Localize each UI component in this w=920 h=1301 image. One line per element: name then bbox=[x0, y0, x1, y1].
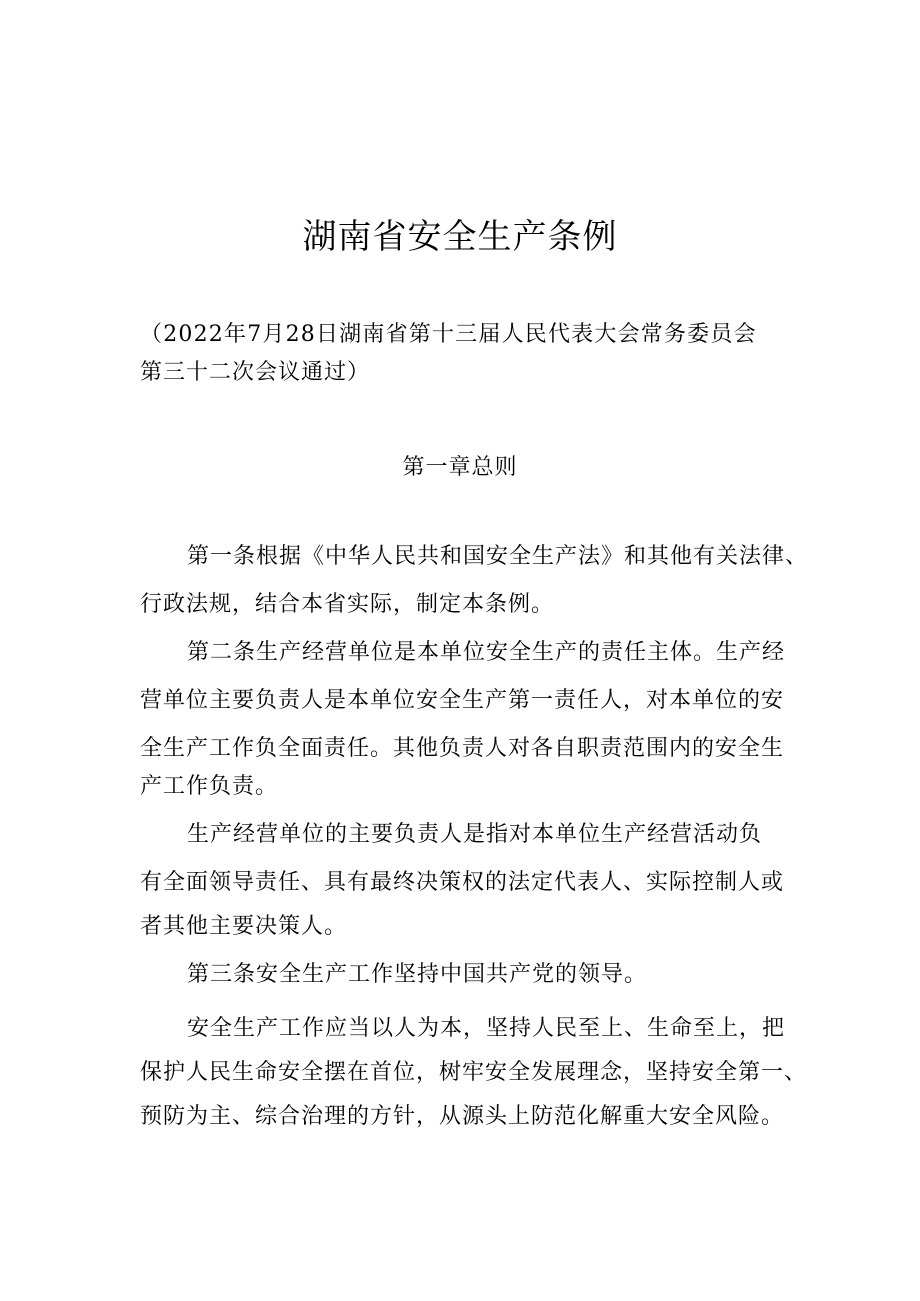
article-2-para-2-line-3: 者其他主要决策人。 bbox=[140, 914, 348, 939]
article-2-para-2-line-2: 有全面领导责任、具有最终决策权的法定代表人、实际控制人或 bbox=[140, 870, 785, 895]
article-1-line-1: 第一条根据《中华人民共和国安全生产法》和其他有关法律、 bbox=[187, 544, 809, 569]
article-2-line-3: 全生产工作负全面责任。其他负责人对各自职责范围内的安全生 bbox=[140, 736, 785, 761]
article-2-line-1: 第二条生产经营单位是本单位安全生产的责任主体。生产经 bbox=[187, 640, 786, 665]
chapter-heading: 第一章总则 bbox=[402, 455, 518, 480]
article-1-line-2: 行政法规，结合本省实际，制定本条例。 bbox=[140, 592, 555, 617]
article-2-para-2-line-1: 生产经营单位的主要负责人是指对本单位生产经营活动负 bbox=[187, 822, 763, 847]
document-subtitle-line-1: （2022年7月28日湖南省第十三届人民代表大会常务委员会 bbox=[140, 322, 757, 347]
article-3-para-2-line-2: 保护人民生命安全摆在首位，树牢安全发展理念，坚持安全第一、 bbox=[140, 1060, 808, 1085]
article-3-para-2-line-3: 预防为主、综合治理的方针，从源头上防范化解重大安全风险。 bbox=[140, 1104, 785, 1129]
document-title: 湖南省安全生产条例 bbox=[302, 217, 618, 257]
article-2-line-2: 营单位主要负责人是本单位安全生产第一责任人，对本单位的安 bbox=[140, 688, 785, 713]
document-subtitle-line-2: 第三十二次会议通过） bbox=[140, 360, 371, 385]
article-3-para-2-line-1: 安全生产工作应当以人为本，坚持人民至上、生命至上，把 bbox=[187, 1016, 786, 1041]
article-2-line-4: 产工作负责。 bbox=[140, 774, 279, 799]
article-3-line-1: 第三条安全生产工作坚持中国共产党的领导。 bbox=[187, 962, 648, 987]
